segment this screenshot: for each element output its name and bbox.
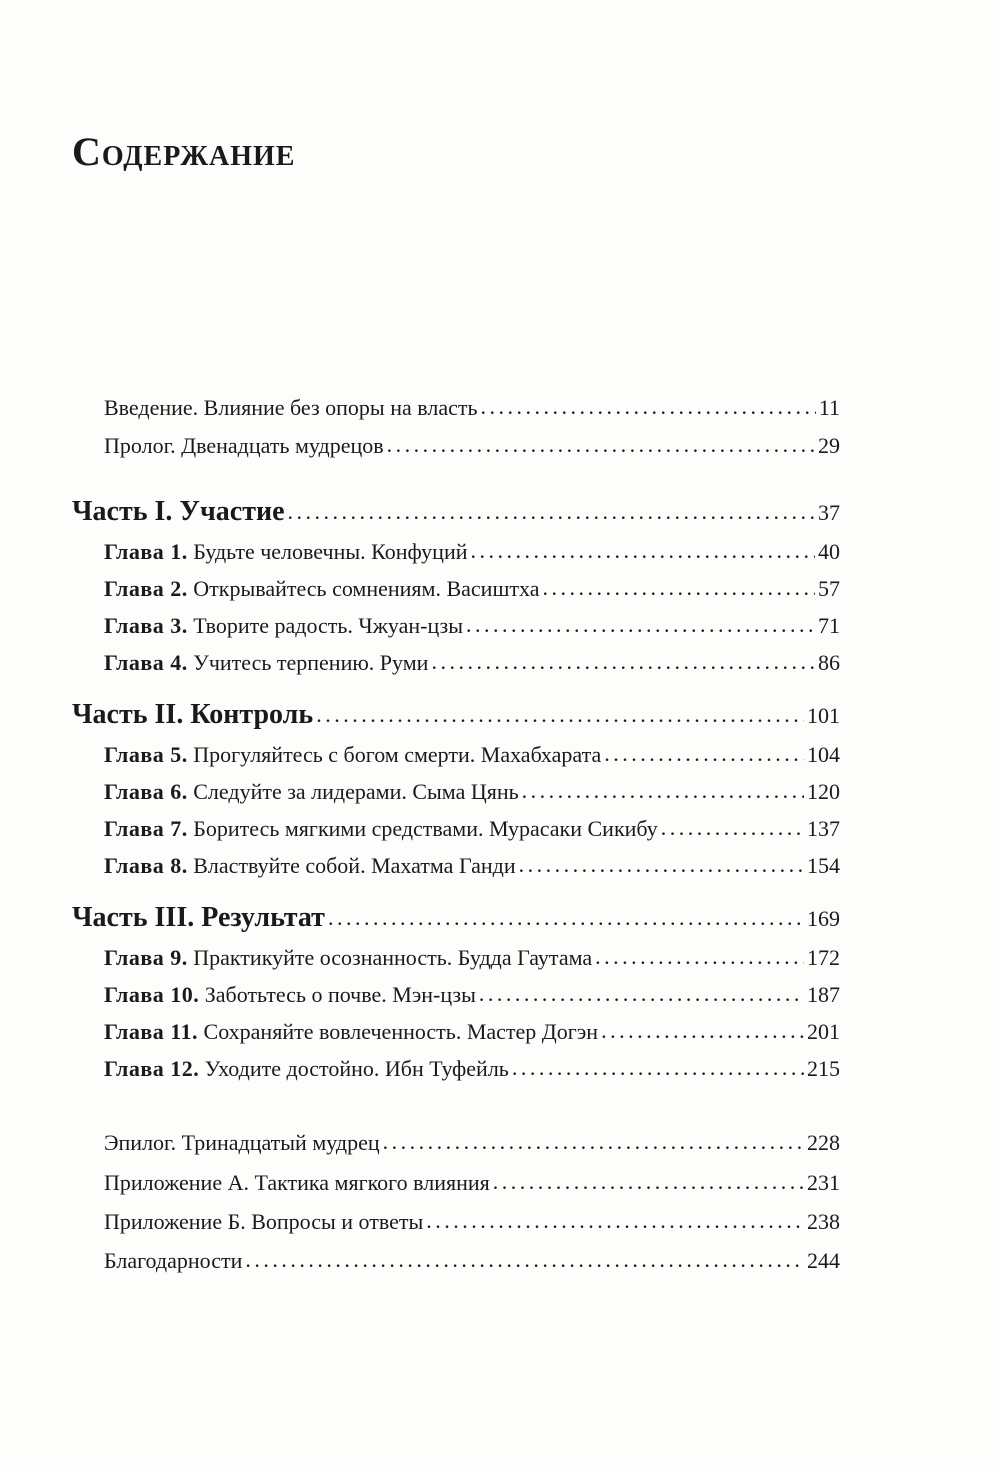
toc-entry-label: Введение. Влияние без опоры на власть: [104, 395, 478, 420]
dot-leader: [595, 942, 804, 972]
chapter-prefix: Глава 6.: [104, 779, 188, 804]
toc-page-number: 120: [807, 779, 840, 804]
dot-leader: [328, 903, 804, 933]
chapter-title: Будьте человечны. Конфуций: [193, 539, 468, 564]
dot-leader: [316, 700, 804, 730]
dot-leader: [542, 573, 815, 603]
dot-leader: [466, 610, 815, 640]
toc-entry-acknowledgements: [104, 1246, 840, 1276]
dot-leader: [431, 647, 815, 677]
toc-entry-label: Приложение Б. Вопросы и ответы: [104, 1209, 424, 1234]
dot-leader: [387, 430, 815, 460]
dot-leader: [479, 979, 804, 1009]
chapter-title: Открывайтесь сомнениям. Васиштха: [193, 576, 540, 601]
toc-chapter-label: [104, 648, 428, 678]
toc-chapter-4: [104, 648, 840, 678]
toc-entry-label: Эпилог. Тринадцатый мудрец: [104, 1130, 380, 1155]
toc-page-number: 57: [818, 576, 840, 601]
toc-part-label: Часть II. Контроль: [72, 699, 314, 730]
toc-chapter-7: [104, 814, 840, 844]
toc-entry-label: Пролог. Двенадцать мудрецов: [104, 433, 384, 458]
chapter-title: Заботьтесь о почве. Мэн-цзы: [204, 982, 476, 1007]
chapter-title: Практикуйте осознанность. Будда Гаутама: [193, 945, 593, 970]
chapter-prefix: Глава 10.: [104, 982, 200, 1007]
toc-page-number: 228: [807, 1130, 840, 1155]
toc-chapter-label: [104, 777, 519, 807]
toc-part-label: Часть III. Результат: [72, 902, 325, 933]
toc-page-number: 187: [807, 982, 840, 1007]
toc-chapter-label: [104, 574, 539, 604]
toc-chapter-label: [104, 611, 463, 641]
dot-leader: [288, 497, 815, 527]
dot-leader: [383, 1127, 804, 1157]
toc-page-number: 154: [807, 853, 840, 878]
toc-page-number: 40: [818, 539, 840, 564]
toc-part-1: [72, 497, 840, 528]
toc-page-number: 231: [807, 1170, 840, 1195]
toc-chapter-label: [104, 851, 516, 881]
toc-page-number: 104: [807, 742, 840, 767]
chapter-title: Сохраняйте вовлеченность. Мастер Догэн: [203, 1019, 599, 1044]
toc-page-number: 244: [807, 1248, 840, 1273]
toc-page-number: 215: [807, 1056, 840, 1081]
toc-page-number: 201: [807, 1019, 840, 1044]
toc-page-number: 71: [818, 613, 840, 638]
toc-page-number: 101: [807, 703, 840, 728]
toc-part-label: Часть I. Участие: [72, 496, 285, 527]
dot-leader: [661, 813, 804, 843]
page-title: Содержание: [72, 129, 296, 174]
toc-page-number: 29: [818, 433, 840, 458]
toc-entry-label: Благодарности: [104, 1248, 243, 1273]
toc-chapter-10: [104, 980, 840, 1010]
toc-entry-appendix-b: [104, 1207, 840, 1237]
chapter-prefix: Глава 12.: [104, 1056, 200, 1081]
toc-page-number: 169: [807, 906, 840, 931]
dot-leader: [601, 1016, 804, 1046]
chapter-prefix: Глава 7.: [104, 816, 188, 841]
toc-chapter-1: [104, 537, 840, 567]
toc-chapter-11: [104, 1017, 840, 1047]
chapter-title: Уходите достойно. Ибн Туфейль: [204, 1056, 509, 1081]
toc-chapter-label: [104, 943, 592, 973]
toc-entry-label: Приложение А. Тактика мягкого влияния: [104, 1170, 490, 1195]
toc-chapter-5: [104, 740, 840, 770]
chapter-title: Боритесь мягкими средствами. Мурасаки Сикибу: [193, 816, 658, 841]
toc-page-number: 172: [807, 945, 840, 970]
chapter-title: Учитесь терпению. Руми: [193, 650, 429, 675]
chapter-title: Властвуйте собой. Махатма Ганди: [193, 853, 516, 878]
dot-leader: [604, 739, 804, 769]
dot-leader: [471, 536, 816, 566]
chapter-prefix: Глава 5.: [104, 742, 188, 767]
toc-page-number: 86: [818, 650, 840, 675]
toc-part-2: [72, 700, 840, 731]
dot-leader: [512, 1053, 804, 1083]
toc-page-number: 137: [807, 816, 840, 841]
toc-chapter-6: [104, 777, 840, 807]
chapter-prefix: Глава 3.: [104, 613, 188, 638]
chapter-prefix: Глава 8.: [104, 853, 188, 878]
dot-leader: [245, 1245, 804, 1275]
dot-leader: [519, 850, 804, 880]
toc-chapter-8: [104, 851, 840, 881]
toc-chapter-label: [104, 537, 468, 567]
toc-part-3: [72, 903, 840, 934]
chapter-prefix: Глава 4.: [104, 650, 188, 675]
chapter-prefix: Глава 9.: [104, 945, 188, 970]
dot-leader: [481, 392, 816, 422]
toc-chapter-12: [104, 1054, 840, 1084]
toc-entry-prologue: [104, 431, 840, 461]
dot-leader: [522, 776, 804, 806]
chapter-title: Творите радость. Чжуан-цзы: [193, 613, 463, 638]
toc-chapter-label: [104, 814, 658, 844]
toc-chapter-label: [104, 740, 601, 770]
chapter-prefix: Глава 11.: [104, 1019, 199, 1044]
chapter-title: Следуйте за лидерами. Сыма Цянь: [193, 779, 519, 804]
toc-entry-epilogue: [104, 1128, 840, 1158]
toc-chapter-2: [104, 574, 840, 604]
toc-entry-introduction: [104, 393, 840, 423]
toc-chapter-label: [104, 980, 476, 1010]
toc-page-number: 11: [818, 395, 840, 420]
dot-leader: [493, 1167, 804, 1197]
chapter-title: Прогуляйтесь с богом смерти. Махабхарата: [193, 742, 602, 767]
toc-chapter-label: [104, 1017, 598, 1047]
toc-chapter-3: [104, 611, 840, 641]
dot-leader: [426, 1206, 804, 1236]
toc-page-number: 238: [807, 1209, 840, 1234]
toc-entry-appendix-a: [104, 1168, 840, 1198]
chapter-prefix: Глава 2.: [104, 576, 188, 601]
toc-chapter-label: [104, 1054, 509, 1084]
toc-page-number: 37: [818, 500, 840, 525]
toc-chapter-9: [104, 943, 840, 973]
chapter-prefix: Глава 1.: [104, 539, 188, 564]
